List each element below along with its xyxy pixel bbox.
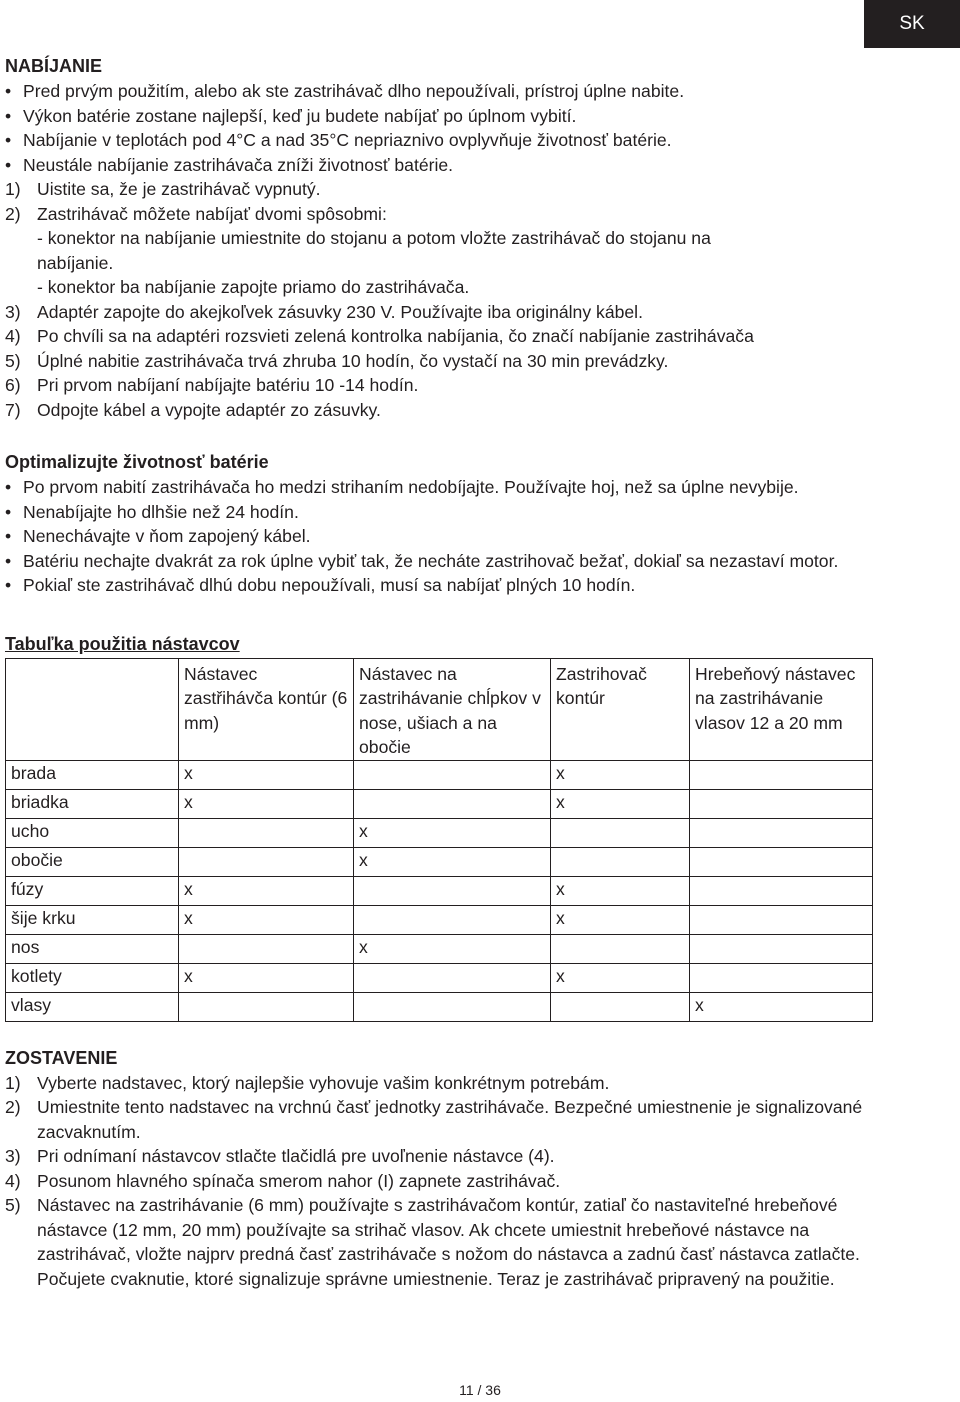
document-body (5, 54, 885, 1291)
step-substep: nabíjanie. (37, 252, 114, 273)
language-tab: SK (864, 0, 960, 48)
numbered-step: 3) Pri odnímaní nástavcov stlačte tlačidlá pre uvoľnenie nástavce (4). (5, 1146, 555, 1166)
attachments-table-section (5, 632, 885, 1022)
step-substep: - konektor na nabíjanie umiestnite do stojanu a potom vložte zastrihávač do stojanu na (37, 228, 711, 248)
table-cell: obočie (6, 847, 179, 876)
table-cell: x (551, 876, 690, 905)
numbered-step: 1) Vyberte nadstavec, ktorý najlepšie vyhovuje vašim konkrétnym potrebám. (5, 1072, 610, 1093)
bullet-item: • Po prvom nabití zastrihávača ho medzi strihaním nedobíjajte. Používajte hoj, než sa úplne nevybije. (5, 477, 799, 497)
optimize-section (5, 450, 885, 598)
table-row (6, 963, 873, 992)
assembly-section (5, 1046, 885, 1292)
table-header-cell: Nástavec na zastrihávanie chĺpkov v nose, ušiach a na obočie (354, 658, 551, 760)
table-cell: x (179, 789, 354, 818)
table-cell (551, 818, 690, 847)
numbered-step: 2) Umiestnite tento nadstavec na vrchnú časť jednotky zastrihávače. Bezpečné umiestnenie je signalizované zacvaknutím. (5, 1097, 863, 1142)
numbered-step: 4) Po chvíli sa na adaptéri rozsvieti zelená kontrolka nabíjania, čo značí nabíjanie zastrihávača (5, 326, 754, 346)
table-cell: x (179, 876, 354, 905)
table-cell: šije krku (6, 905, 179, 934)
table-cell: vlasy (6, 992, 179, 1021)
table-cell (551, 847, 690, 876)
table-cell: brada (6, 760, 179, 789)
table-cell: x (690, 992, 873, 1021)
table-cell (179, 818, 354, 847)
table-cell (690, 934, 873, 963)
numbered-step: 5) Nástavec na zastrihávanie (6 mm) používajte s zastrihávačom kontúr, zatiaľ čo nastaviteľné hrebeňové nástavce (12 mm, 20 mm) používajte sa strihač vlasov. Ak chcete umiestnit hrebeňové nástavce na zastrihávač, vložte najprv predná časť zastrihávače s nožom do nástavca a zadnú časť nástavca zatlačte. Počujete cvaknutie, ktoré signalizuje správne umiestnenie. Teraz je zastrihávač pripravený na použitie. (5, 1195, 860, 1289)
step-substep: - konektor ba nabíjanie zapojte priamo do zastrihávača. (37, 277, 470, 297)
table-row (6, 992, 873, 1021)
numbered-step: 6) Pri prvom nabíjaní nabíjajte batériu 10 -14 hodín. (5, 375, 419, 395)
table-cell (354, 760, 551, 789)
numbered-step: 1) Uistite sa, že je zastrihávač vypnutý. (5, 179, 321, 199)
table-header-cell: Zastrihovač kontúr (551, 658, 690, 760)
table-row (6, 818, 873, 847)
numbered-step: 3) Adaptér zapojte do akejkoľvek zásuvky 230 V. Používajte iba originálny kábel. (5, 301, 643, 322)
numbered-step: 7) Odpojte kábel a vypojte adaptér zo zásuvky. (5, 399, 381, 420)
table-header-cell: Hrebeňový nástavec na zastrihávanie vlasov 12 a 20 mm (690, 658, 873, 760)
table-cell (551, 992, 690, 1021)
numbered-step: 2) Zastrihávač môžete nabíjať dvomi spôsobmi: (5, 203, 387, 224)
table-cell (354, 876, 551, 905)
bullet-item: • Pred prvým použitím, alebo ak ste zastrihávač dlho nepoužívali, prístroj úplne nabite. (5, 81, 685, 101)
table-row (6, 789, 873, 818)
table-cell: kotlety (6, 963, 179, 992)
table-cell: x (551, 963, 690, 992)
table-cell: x (551, 789, 690, 818)
optimize-title: Optimalizujte životnosť batérie (5, 452, 269, 472)
table-header-row (6, 658, 873, 760)
table-cell (179, 847, 354, 876)
bullet-item: • Neustále nabíjanie zastrihávača zníži životnosť batérie. (5, 154, 454, 175)
table-row (6, 934, 873, 963)
table-row (6, 847, 873, 876)
table-cell (690, 963, 873, 992)
table-cell (354, 963, 551, 992)
table-cell: ucho (6, 818, 179, 847)
numbered-step: 5) Úplné nabitie zastrihávača trvá zhruba 10 hodín, čo vystačí na 30 min prevádzky. (5, 350, 669, 371)
table-cell: x (179, 963, 354, 992)
table-cell: x (354, 847, 551, 876)
page-number: 11 / 36 (459, 1382, 501, 1398)
table-cell (690, 905, 873, 934)
table-cell: x (354, 818, 551, 847)
table-cell (551, 934, 690, 963)
table-cell (354, 992, 551, 1021)
bullet-item: • Nenechávajte v ňom zapojený kábel. (5, 526, 311, 546)
charging-title: NABÍJANIE (5, 56, 103, 76)
table-cell: x (179, 905, 354, 934)
table-title: Tabuľka použitia nástavcov (5, 633, 240, 654)
table-cell (690, 847, 873, 876)
attachments-table (5, 658, 873, 1022)
bullet-item: • Nenabíjajte ho dlhšie než 24 hodín. (5, 501, 299, 522)
bullet-item: • Pokiaľ ste zastrihávač dlhú dobu nepoužívali, musí sa nabíjať plných 10 hodín. (5, 575, 636, 595)
table-cell (179, 992, 354, 1021)
table-cell (690, 876, 873, 905)
table-cell (354, 905, 551, 934)
charging-section (5, 54, 885, 422)
table-cell: x (179, 760, 354, 789)
table-header-cell: Nástavec zastřihávča kontúr (6 mm) (179, 658, 354, 760)
table-cell: x (354, 934, 551, 963)
assembly-title: ZOSTAVENIE (5, 1047, 118, 1068)
bullet-item: • Výkon batérie zostane najlepší, keď ju budete nabíjať po úplnom vybití. (5, 105, 577, 126)
table-row (6, 760, 873, 789)
table-cell (690, 789, 873, 818)
table-cell: x (551, 760, 690, 789)
bullet-item: • Batériu nechajte dvakrát za rok úplne vybiť tak, že necháte zastrihovač bežať, dokiaľ sa nezastaví motor. (5, 550, 839, 571)
table-cell: briadka (6, 789, 179, 818)
table-row (6, 876, 873, 905)
bullet-item: • Nabíjanie v teplotách pod 4°C a nad 35°C nepriaznivo ovplyvňuje životnosť batérie. (5, 130, 672, 150)
table-row (6, 905, 873, 934)
table-cell (690, 760, 873, 789)
table-cell (354, 789, 551, 818)
numbered-step: 4) Posunom hlavného spínača smerom nahor (I) zapnete zastrihávač. (5, 1170, 561, 1191)
table-cell (179, 934, 354, 963)
table-cell: fúzy (6, 876, 179, 905)
table-cell: nos (6, 934, 179, 963)
table-cell: x (551, 905, 690, 934)
table-header-cell (6, 658, 179, 760)
table-cell (690, 818, 873, 847)
